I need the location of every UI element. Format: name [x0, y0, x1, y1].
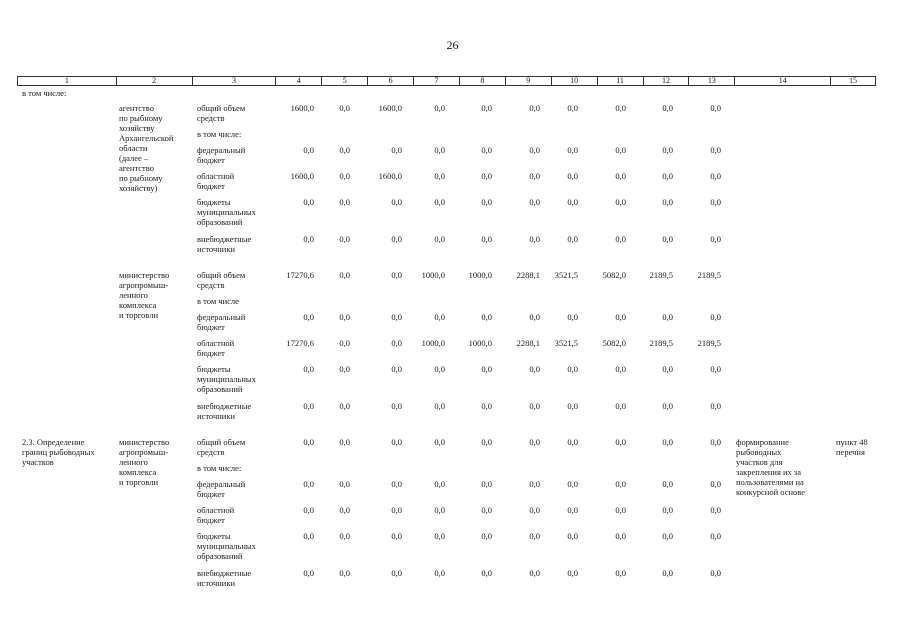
funding-value: 0,0: [615, 568, 626, 578]
funding-value: 0,0: [434, 479, 445, 489]
funding-value: 0,0: [662, 479, 673, 489]
funding-value: 0,0: [710, 103, 721, 113]
header-col-15: 15: [849, 76, 858, 85]
funding-value: 0,0: [615, 505, 626, 515]
funding-value: 0,0: [303, 479, 314, 489]
funding-source-label: общий объем средств: [197, 103, 246, 123]
funding-value: 0,0: [391, 270, 402, 280]
funding-value: 0,0: [481, 568, 492, 578]
funding-value: 0,0: [434, 197, 445, 207]
funding-value: 0,0: [434, 568, 445, 578]
intro-text: в том числе:: [22, 88, 67, 98]
funding-source-label: внебюджетные источники: [197, 234, 252, 254]
funding-value: 2288,1: [516, 338, 540, 348]
funding-value: 2288,1: [516, 270, 540, 280]
header-col-5: 5: [322, 77, 368, 85]
executor-name: министерство агропромыш- ленного комплекса и торговли: [119, 270, 170, 320]
funding-value: 0,0: [339, 234, 350, 244]
funding-value: 0,0: [662, 531, 673, 541]
funding-value: 0,0: [434, 401, 445, 411]
funding-value: 0,0: [529, 437, 540, 447]
funding-value: 0,0: [391, 531, 402, 541]
funding-value: 0,0: [529, 145, 540, 155]
funding-value: 0,0: [303, 197, 314, 207]
funding-value: 0,0: [481, 234, 492, 244]
funding-value: 0,0: [710, 437, 721, 447]
funding-value: 0,0: [434, 103, 445, 113]
funding-value: 0,0: [567, 103, 578, 113]
funding-value: 0,0: [529, 103, 540, 113]
funding-value: 0,0: [662, 401, 673, 411]
funding-value: 1600,0: [378, 171, 402, 181]
funding-value: 0,0: [481, 145, 492, 155]
funding-source-label: в том числе:: [197, 129, 242, 139]
funding-value: 0,0: [391, 364, 402, 374]
funding-value: 0,0: [567, 234, 578, 244]
funding-value: 0,0: [391, 401, 402, 411]
funding-source-label: в том числе: [197, 296, 239, 306]
funding-value: 0,0: [710, 364, 721, 374]
funding-value: 3521,5: [554, 270, 578, 280]
funding-value: 0,0: [303, 401, 314, 411]
funding-value: 0,0: [710, 234, 721, 244]
funding-value: 0,0: [303, 505, 314, 515]
funding-value: 0,0: [339, 401, 350, 411]
funding-value: 0,0: [339, 568, 350, 578]
funding-value: 0,0: [567, 505, 578, 515]
funding-value: 0,0: [615, 197, 626, 207]
funding-source-label: областной бюджет: [197, 171, 235, 191]
funding-value: 0,0: [615, 531, 626, 541]
funding-value: 0,0: [481, 479, 492, 489]
funding-value: 3521,5: [554, 338, 578, 348]
funding-value: 0,0: [303, 568, 314, 578]
funding-value: 0,0: [303, 145, 314, 155]
page-number: 26: [446, 38, 459, 52]
funding-value: 0,0: [710, 479, 721, 489]
funding-value: 0,0: [339, 197, 350, 207]
funding-value: 0,0: [529, 505, 540, 515]
funding-value: 0,0: [529, 234, 540, 244]
funding-value: 1000,0: [421, 270, 445, 280]
funding-value: 0,0: [434, 312, 445, 322]
funding-source-label: общий объем средств: [197, 270, 246, 290]
funding-source-label: областной бюджет: [197, 338, 235, 358]
funding-value: 0,0: [567, 171, 578, 181]
funding-value: 0,0: [529, 479, 540, 489]
expected-result: формирование рыбоводных участков для закрепления их за пользователями на конкурсной основе: [736, 437, 806, 497]
funding-value: 0,0: [615, 234, 626, 244]
funding-value: 5082,0: [602, 270, 626, 280]
funding-value: 0,0: [567, 401, 578, 411]
funding-source-label: областной бюджет: [197, 505, 235, 525]
funding-value: 0,0: [529, 401, 540, 411]
funding-value: 2189,5: [697, 338, 721, 348]
funding-value: 0,0: [710, 401, 721, 411]
funding-value: 0,0: [567, 197, 578, 207]
header-col-2: 2: [117, 77, 193, 85]
funding-value: 0,0: [529, 568, 540, 578]
funding-value: 0,0: [434, 171, 445, 181]
funding-value: 0,0: [339, 479, 350, 489]
funding-value: 0,0: [481, 437, 492, 447]
funding-value: 0,0: [339, 531, 350, 541]
column-number-header: [17, 76, 876, 86]
funding-value: 0,0: [481, 401, 492, 411]
header-col-1: 1: [18, 77, 117, 85]
funding-value: 0,0: [662, 171, 673, 181]
funding-value: 0,0: [662, 234, 673, 244]
funding-value: 0,0: [391, 479, 402, 489]
funding-value: 0,0: [662, 145, 673, 155]
funding-value: 0,0: [662, 505, 673, 515]
funding-value: 0,0: [662, 568, 673, 578]
funding-value: 0,0: [567, 437, 578, 447]
funding-value: 0,0: [391, 197, 402, 207]
funding-value: 0,0: [567, 531, 578, 541]
header-col-14: 14: [735, 77, 831, 85]
funding-value: 0,0: [567, 312, 578, 322]
funding-value: 0,0: [567, 145, 578, 155]
funding-value: 0,0: [434, 145, 445, 155]
funding-value: 0,0: [481, 364, 492, 374]
funding-value: 0,0: [615, 479, 626, 489]
funding-value: 0,0: [339, 505, 350, 515]
funding-value: 0,0: [391, 338, 402, 348]
funding-value: 0,0: [339, 171, 350, 181]
funding-value: 0,0: [567, 364, 578, 374]
funding-value: 0,0: [434, 505, 445, 515]
funding-value: 0,0: [303, 437, 314, 447]
funding-value: 0,0: [303, 234, 314, 244]
funding-value: 0,0: [434, 364, 445, 374]
funding-source-label: федеральный бюджет: [197, 312, 246, 332]
funding-source-label: бюджеты муниципальных образований: [197, 531, 256, 561]
funding-value: 0,0: [391, 437, 402, 447]
header-col-13: 13: [689, 77, 735, 85]
header-col-6: 6: [368, 77, 414, 85]
funding-value: 2189,5: [649, 270, 673, 280]
funding-value: 0,0: [662, 437, 673, 447]
funding-value: 0,0: [481, 531, 492, 541]
header-col-11: 11: [598, 77, 644, 85]
funding-value: 1600,0: [290, 103, 314, 113]
reference-note: пункт 48 перечня: [836, 437, 868, 457]
funding-value: 0,0: [434, 437, 445, 447]
funding-value: 17270,6: [286, 338, 314, 348]
funding-value: 0,0: [339, 364, 350, 374]
funding-value: 0,0: [434, 531, 445, 541]
funding-value: 0,0: [434, 234, 445, 244]
funding-value: 0,0: [481, 505, 492, 515]
funding-value: 0,0: [303, 312, 314, 322]
funding-value: 0,0: [481, 197, 492, 207]
funding-value: 0,0: [481, 171, 492, 181]
funding-value: 0,0: [303, 531, 314, 541]
funding-value: 0,0: [615, 312, 626, 322]
funding-value: 1000,0: [421, 338, 445, 348]
funding-value: 0,0: [662, 312, 673, 322]
funding-value: 0,0: [339, 338, 350, 348]
funding-value: 1600,0: [378, 103, 402, 113]
funding-value: 0,0: [339, 270, 350, 280]
funding-value: 1000,0: [468, 270, 492, 280]
funding-value: 0,0: [303, 364, 314, 374]
funding-source-label: федеральный бюджет: [197, 145, 246, 165]
funding-value: 0,0: [615, 437, 626, 447]
funding-value: 1000,0: [468, 338, 492, 348]
funding-value: 0,0: [615, 103, 626, 113]
funding-value: 0,0: [567, 568, 578, 578]
funding-value: 0,0: [615, 145, 626, 155]
funding-value: 0,0: [391, 568, 402, 578]
header-col-10: 10: [552, 77, 598, 85]
funding-value: 5082,0: [602, 338, 626, 348]
funding-value: 0,0: [662, 103, 673, 113]
funding-value: 0,0: [339, 103, 350, 113]
funding-value: 1600,0: [290, 171, 314, 181]
funding-source-label: внебюджетные источники: [197, 568, 252, 588]
funding-source-label: федеральный бюджет: [197, 479, 246, 499]
funding-value: 0,0: [710, 568, 721, 578]
header-col-4: 4: [276, 77, 322, 85]
funding-value: 0,0: [391, 145, 402, 155]
executor-name: агентство по рыбному хозяйству Архангельской области (далее – агентство по рыбному хозяйству): [119, 103, 174, 193]
funding-value: 0,0: [710, 505, 721, 515]
funding-value: 17270,6: [286, 270, 314, 280]
funding-value: 0,0: [710, 531, 721, 541]
funding-value: 0,0: [662, 197, 673, 207]
funding-source-label: бюджеты муниципальных образований: [197, 364, 256, 394]
header-col-8: 8: [460, 77, 506, 85]
funding-value: 0,0: [529, 197, 540, 207]
funding-value: 2189,5: [697, 270, 721, 280]
funding-value: 0,0: [481, 312, 492, 322]
funding-value: 0,0: [710, 171, 721, 181]
funding-value: 0,0: [529, 171, 540, 181]
header-col-3: 3: [193, 77, 277, 85]
funding-value: 0,0: [481, 103, 492, 113]
funding-value: 0,0: [662, 364, 673, 374]
executor-name: министерство агропромыш- ленного комплекса и торговли: [119, 437, 170, 487]
funding-value: 0,0: [615, 171, 626, 181]
funding-value: 0,0: [391, 234, 402, 244]
funding-value: 0,0: [391, 505, 402, 515]
funding-value: 2189,5: [649, 338, 673, 348]
funding-source-label: бюджеты муниципальных образований: [197, 197, 256, 227]
funding-source-label: внебюджетные источники: [197, 401, 252, 421]
funding-value: 0,0: [529, 531, 540, 541]
funding-value: 0,0: [339, 312, 350, 322]
funding-value: 0,0: [529, 312, 540, 322]
funding-value: 0,0: [710, 312, 721, 322]
funding-value: 0,0: [710, 145, 721, 155]
funding-source-label: общий объем средств: [197, 437, 246, 457]
funding-value: 0,0: [391, 312, 402, 322]
funding-value: 0,0: [710, 197, 721, 207]
funding-source-label: в том числе:: [197, 463, 242, 473]
header-col-9: 9: [506, 77, 552, 85]
funding-value: 0,0: [529, 364, 540, 374]
funding-value: 0,0: [615, 364, 626, 374]
funding-value: 0,0: [339, 145, 350, 155]
header-col-7: 7: [414, 77, 460, 85]
item-name: 2.3. Определение границ рыбоводных участков: [22, 437, 95, 467]
funding-value: 0,0: [567, 479, 578, 489]
header-col-12: 12: [644, 77, 690, 85]
funding-value: 0,0: [339, 437, 350, 447]
funding-value: 0,0: [615, 401, 626, 411]
